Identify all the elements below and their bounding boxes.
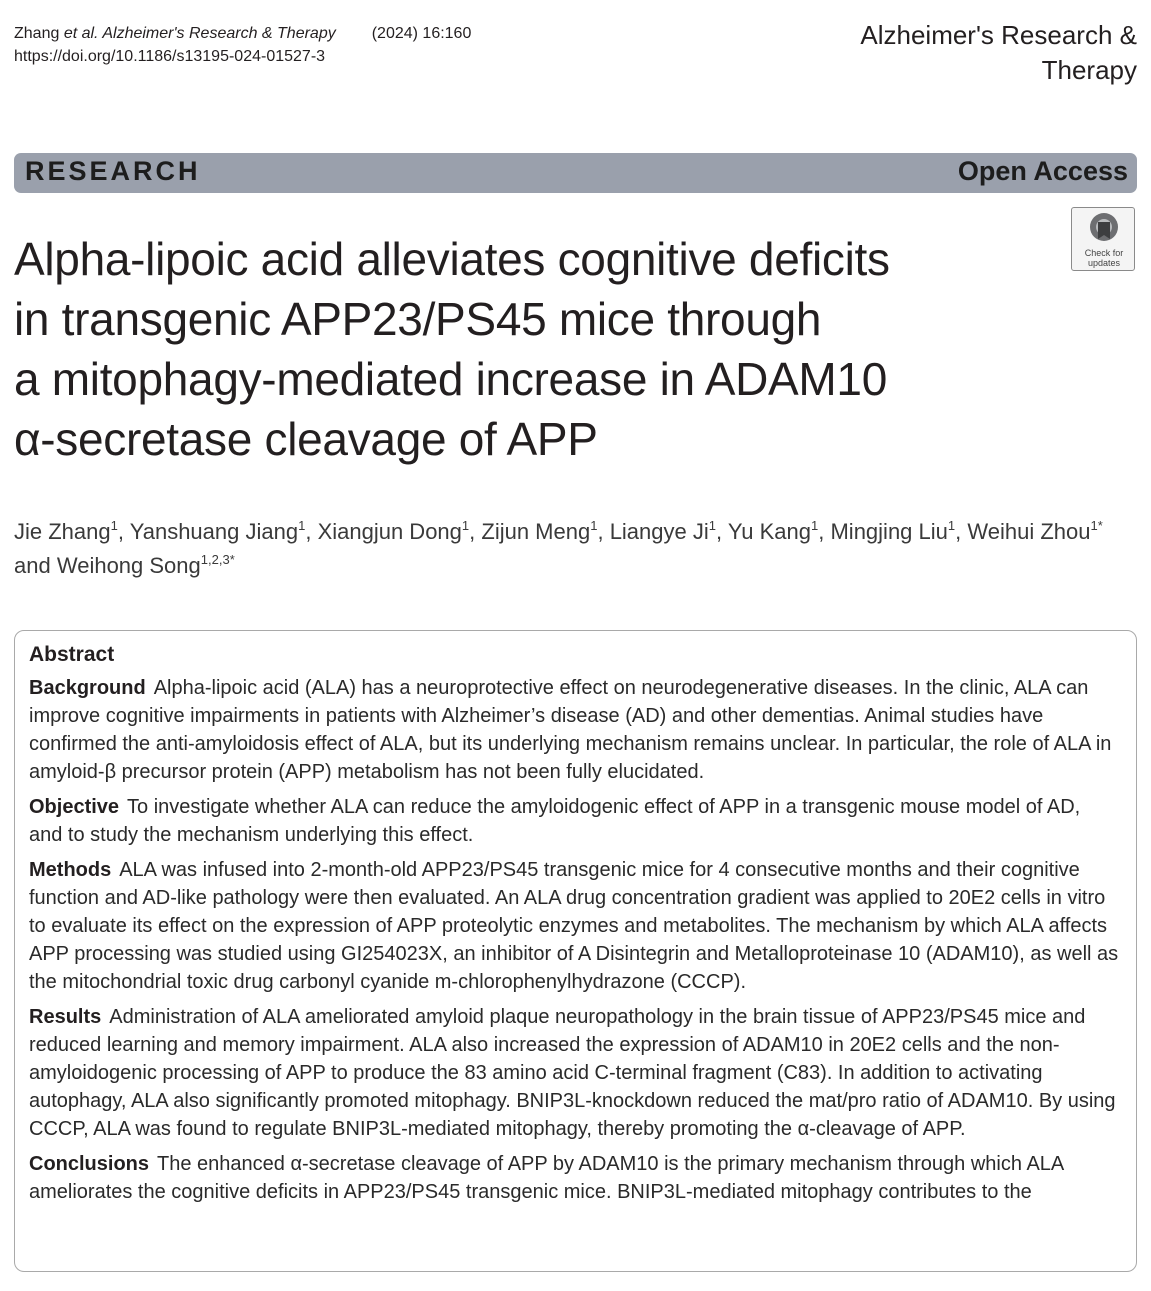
title-line: in transgenic APP23/PS45 mice through — [14, 293, 822, 345]
abstract-section-label: Objective — [29, 796, 120, 818]
author-affiliation-mark: 1,2,3* — [200, 552, 235, 567]
author-name[interactable]: Xiangjun Dong — [317, 519, 462, 544]
author-affiliation-mark: 1 — [461, 518, 470, 533]
abstract-section-label: Methods — [29, 859, 112, 881]
abstract-section-methods — [29, 856, 1119, 996]
abstract-section-objective — [29, 793, 1119, 849]
author-name[interactable]: Weihui Zhou — [967, 519, 1091, 544]
author-affiliation-mark: 1* — [1090, 518, 1103, 533]
journal-name — [860, 18, 1137, 88]
abstract-section-label: Conclusions — [29, 1153, 150, 1175]
title-line: Alpha-lipoic acid alleviates cognitive deficits — [14, 233, 890, 285]
title-line: α-secretase cleavage of APP — [14, 413, 598, 465]
check-for-updates-badge[interactable] — [1071, 207, 1135, 271]
article-title — [14, 229, 1034, 469]
author-name[interactable]: Liangye Ji — [609, 519, 709, 544]
citation-authors: Zhang — [14, 25, 64, 42]
check-for-updates-icon — [1089, 212, 1119, 244]
author-affiliation-mark: 1 — [947, 518, 956, 533]
open-access-label: Open Access — [957, 156, 1128, 186]
journal-name-line-2: Therapy — [1041, 55, 1137, 85]
abstract-section-text: Alpha-lipoic acid (ALA) has a neuroprotective effect on neurodegenerative diseases. In the clinic, ALA can improve cognitive impairments in patients with Alzheimer’s disease (AD) and other dementias. Animal studies have confirmed the anti-amyloidosis effect of ALA, but its underlying mechanism remains unclear. In particular, the role of ALA in amyloid-β precursor protein (APP) metabolism has not been fully elucidated. — [29, 677, 1112, 783]
check-for-updates-line-1: Check for — [1084, 248, 1124, 258]
abstract-section-text: The enhanced α-secretase cleavage of APP by ADAM10 is the primary mechanism through which ALA ameliorates the cognitive deficits in APP23/PS45 transgenic mice. BNIP3L-mediated mitophagy contributes to the — [29, 1153, 1064, 1203]
author-affiliation-mark: 1 — [708, 518, 716, 533]
citation-line — [14, 22, 471, 45]
author-affiliation-mark: 1 — [110, 518, 118, 533]
title-line: a mitophagy-mediated increase in ADAM10 — [14, 353, 887, 405]
journal-name-line-1: Alzheimer's Research & — [860, 20, 1137, 50]
check-for-updates-label — [1072, 248, 1136, 268]
abstract-content — [29, 641, 1119, 1213]
doi-link[interactable]: https://doi.org/10.1186/s13195-024-01527-3 — [14, 48, 326, 65]
citation-journal: Alzheimer's Research & Therapy — [98, 25, 336, 42]
abstract-section-text: Administration of ALA ameliorated amyloid plaque neuropathology in the brain tissue of APP23/PS45 mice and reduced learning and memory impairment. ALA also increased the expression of ADAM10 in 20E2 cells and the non-amyloidogenic processing of APP to produce the 83 amino acid C-terminal fragment (C83). In addition to activating autophagy, ALA also significantly promoted mitophagy. BNIP3L-knockdown reduced the mat/pro ratio of ADAM10. By using CCCP, ALA was found to regulate BNIP3L-mediated mitophagy, thereby promoting the α-cleavage of APP. — [29, 1006, 1116, 1140]
abstract-section-background — [29, 674, 1119, 786]
author-list: Jie Zhang$^1$, Yanshuang Jiang$^1$, Xiangjun Dong$^1$, Zijun Meng$^1$, Liangye Ji$^1$, Yu Kang$^1$, Mingjing Liu$^1$, Weihui Zhou$^{1*}$ and Weihong Song$^{1,2,3*}$ — [14, 518, 1103, 578]
author-name[interactable]: Yanshuang Jiang — [129, 519, 299, 544]
running-header — [14, 22, 471, 68]
article-type-banner — [14, 153, 1137, 193]
author-name[interactable]: Yu Kang — [727, 519, 812, 544]
abstract-section-conclusions — [29, 1150, 1119, 1206]
author-affiliation-mark: 1 — [298, 518, 306, 533]
author-name[interactable]: Mingjing Liu — [830, 519, 948, 544]
author-name[interactable]: Zijun Meng — [481, 519, 591, 544]
author-affiliation-mark: 1 — [590, 518, 598, 533]
abstract-section-text: ALA was infused into 2-month-old APP23/PS45 transgenic mice for 4 consecutive months and their cognitive function and AD-like pathology were then evaluated. An ALA drug concentration gradient was applied to 20E2 cells in vitro to evaluate its effect on the expression of APP proteolytic enzymes and metabolites. The mechanism by which ALA affects APP processing was studied using GI254023X, an inhibitor of A Disintegrin and Metalloproteinase 10 (ADAM10), as well as the mitochondrial toxic drug carbonyl cyanide m-chlorophenylhydrazone (CCCP). — [29, 859, 1119, 993]
author-name[interactable]: Weihong Song — [56, 553, 201, 578]
citation-etal: et al. — [63, 25, 99, 42]
author-conjunction: and — [14, 553, 51, 578]
article-type-label: RESEARCH — [25, 156, 201, 186]
abstract-section-results — [29, 1003, 1119, 1143]
abstract-section-label: Results — [29, 1006, 102, 1028]
abstract-section-label: Background — [29, 677, 146, 699]
author-affiliation-mark: 1 — [811, 518, 819, 533]
check-for-updates-line-2: updates — [1087, 258, 1121, 268]
abstract-box — [14, 630, 1137, 1272]
author-name[interactable]: Jie Zhang — [14, 519, 111, 544]
citation-volume: (2024) 16:160 — [371, 25, 472, 42]
abstract-section-text: To investigate whether ALA can reduce the amyloidogenic effect of APP in a transgenic mouse model of AD, and to study the mechanism underlying this effect. — [29, 796, 1081, 846]
abstract-heading: Abstract — [29, 643, 115, 666]
